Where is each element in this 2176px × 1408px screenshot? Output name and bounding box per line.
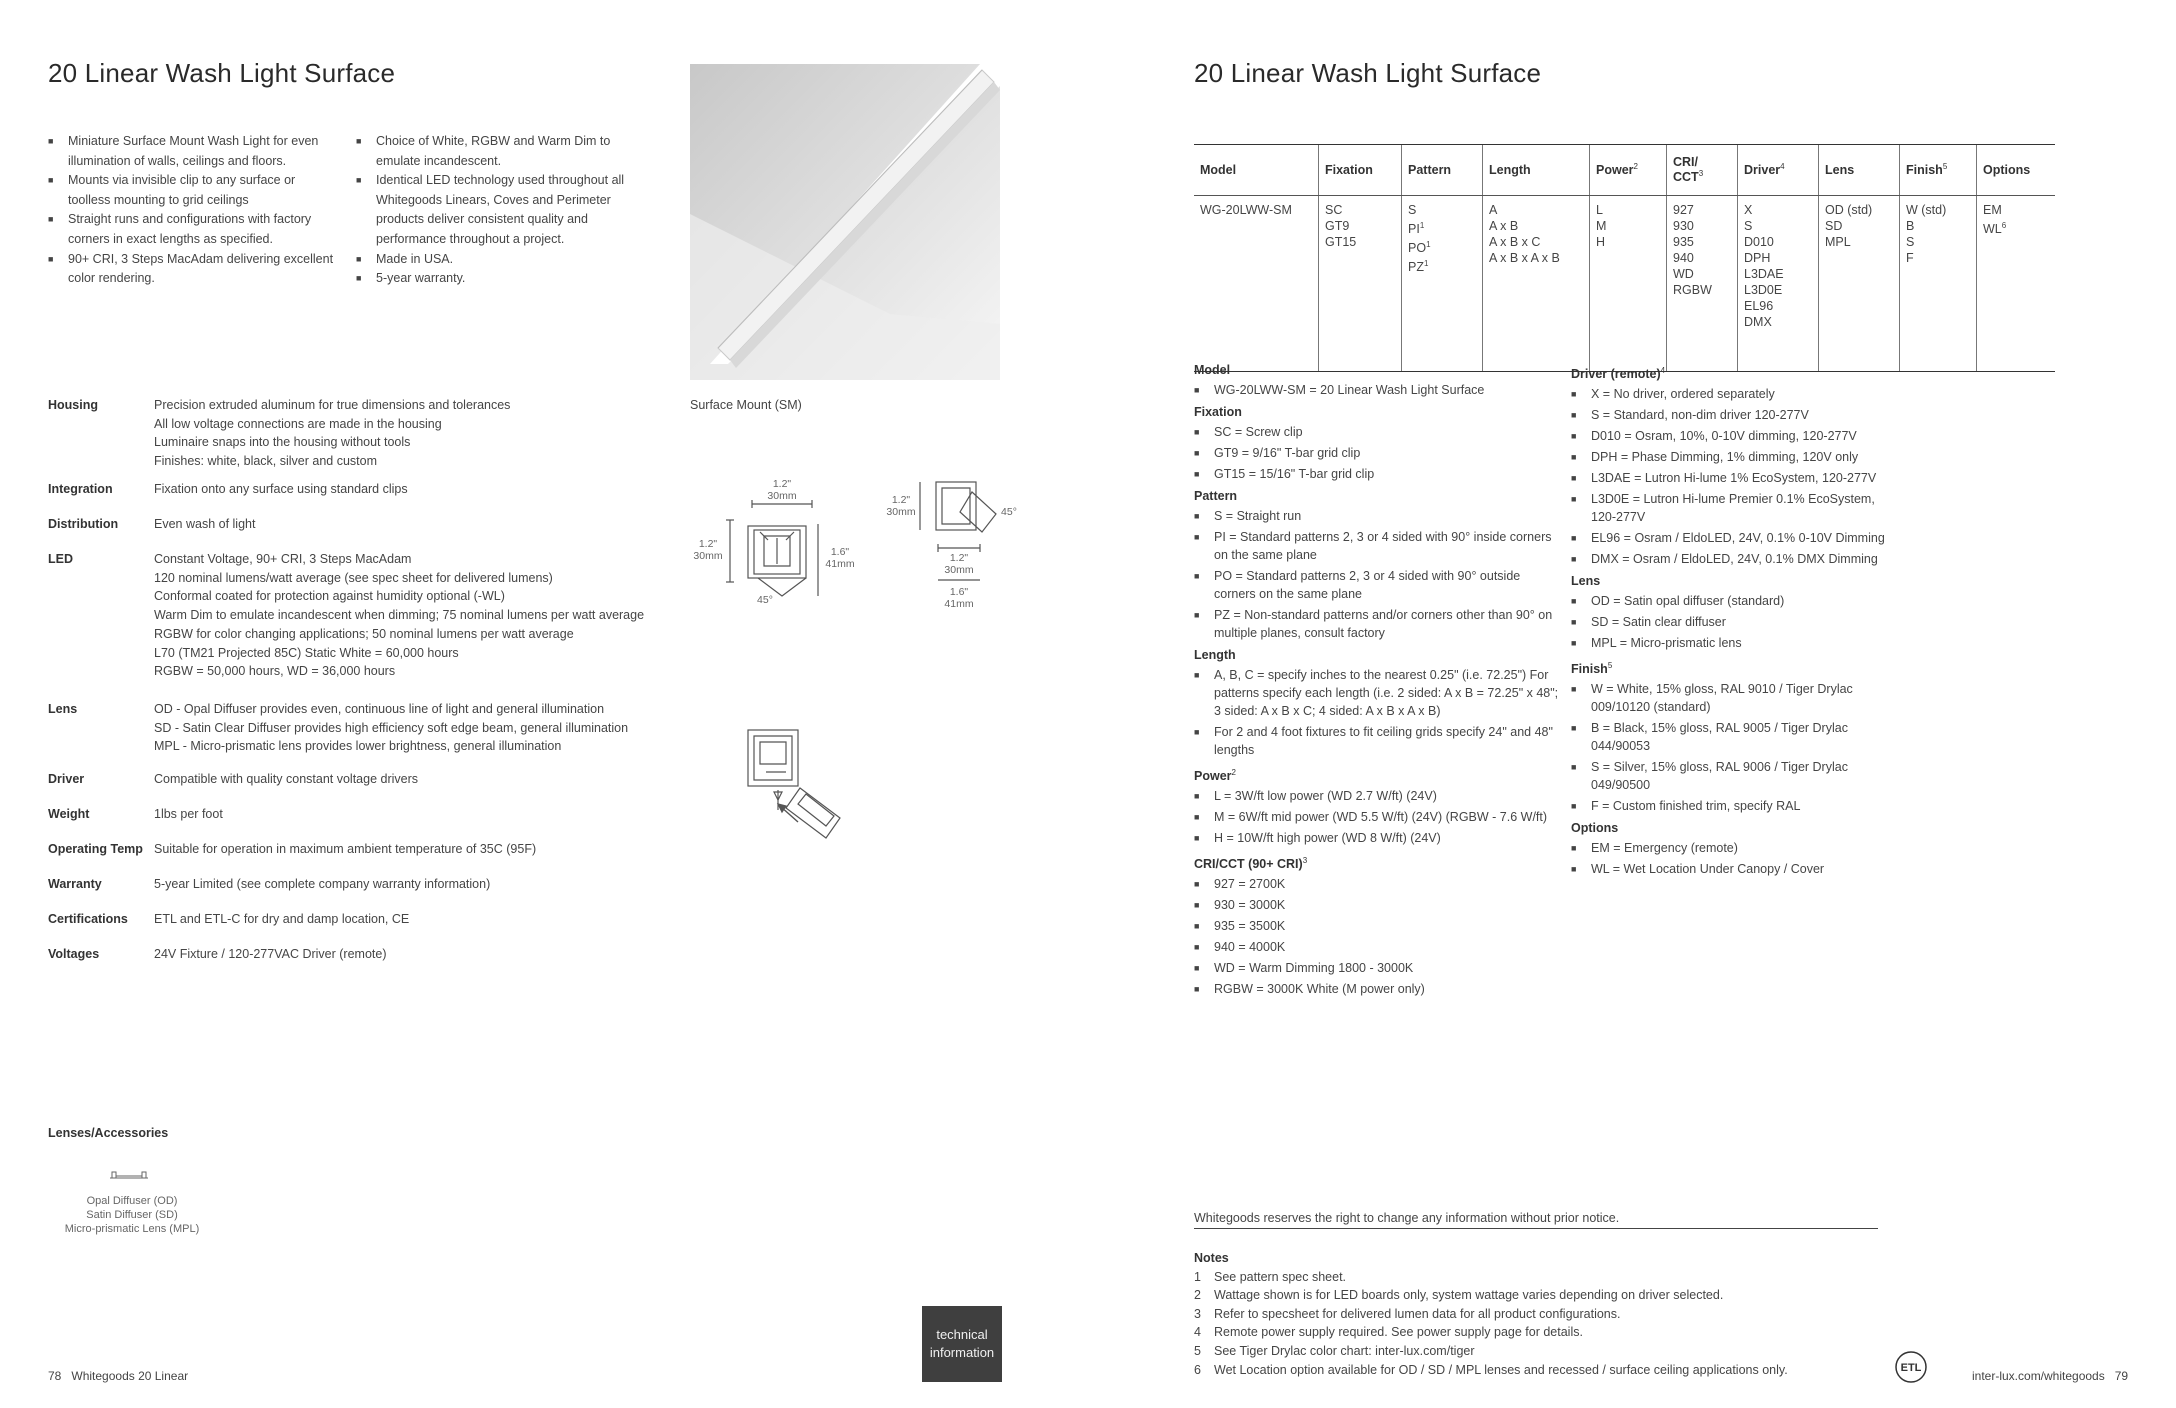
table-value-text: GT15 bbox=[1325, 235, 1357, 249]
table-value bbox=[1673, 266, 1731, 282]
table-value bbox=[1596, 202, 1660, 218]
right-page-number: 79 bbox=[2114, 1369, 2129, 1383]
table-value bbox=[1596, 234, 1660, 250]
table-cell bbox=[1900, 196, 1977, 372]
table-value bbox=[1906, 202, 1970, 218]
table-value bbox=[1744, 298, 1812, 314]
table-value bbox=[1408, 256, 1476, 275]
option-item: ■ S = Straight run bbox=[1194, 507, 1564, 525]
left-footer-text: Whitegoods 20 Linear bbox=[71, 1369, 189, 1383]
spec-line: MPL - Micro-prismatic lens provides lower brightness, general illumination bbox=[154, 739, 562, 754]
table-value-text: D010 bbox=[1744, 235, 1774, 249]
option-title-text: Fixation bbox=[1194, 405, 1242, 419]
note-item bbox=[1194, 1361, 1788, 1380]
model-table-wrap bbox=[1194, 144, 2055, 372]
feature-item: ■ Identical LED technology used throughout all Whitegoods Linears, Coves and Perimeter products deliver consistent quality and performance throughout a project. bbox=[356, 171, 646, 249]
table-value-text: GT9 bbox=[1325, 219, 1350, 233]
table-value-text: WG-20LWW-SM bbox=[1200, 203, 1292, 217]
table-header bbox=[1977, 145, 2056, 196]
left-footer bbox=[48, 1369, 188, 1383]
option-item: ■ 927 = 2700K bbox=[1194, 875, 1564, 893]
option-item: ■ W = White, 15% gloss, RAL 9010 / Tiger Drylac 009/10120 (standard) bbox=[1571, 680, 1901, 716]
note-number: 4 bbox=[1194, 1325, 1201, 1340]
table-header-label: Fixation bbox=[1325, 163, 1373, 177]
footnote-ref: 6 bbox=[2001, 221, 2007, 230]
table-value-text: EM bbox=[1983, 203, 2002, 217]
option-item: ■ L3DAE = Lutron Hi-lume 1% EcoSystem, 120-277V bbox=[1571, 469, 1901, 487]
right-page-title: 20 Linear Wash Light Surface bbox=[1194, 58, 1542, 88]
table-value-text: EL96 bbox=[1744, 299, 1774, 313]
table-value-text: F bbox=[1906, 251, 1914, 265]
option-item: ■ SD = Satin clear diffuser bbox=[1571, 613, 1901, 631]
table-value bbox=[1408, 218, 1476, 237]
table-value bbox=[1983, 218, 2049, 237]
spec-label: Voltages bbox=[48, 947, 100, 961]
option-list bbox=[1194, 875, 1564, 998]
table-value bbox=[1489, 202, 1583, 218]
table-value bbox=[1744, 282, 1812, 298]
option-item: ■ WL = Wet Location Under Canopy / Cover bbox=[1571, 860, 1901, 878]
product-photo bbox=[690, 64, 1000, 380]
table-value-text: PZ bbox=[1408, 260, 1424, 275]
table-value-text: L3D0E bbox=[1744, 283, 1783, 297]
dimension-drawings bbox=[680, 470, 1040, 850]
spec-line: Warm Dim to emulate incandescent when dimming; 75 nominal lumens per watt average bbox=[154, 608, 645, 623]
table-value bbox=[1906, 218, 1970, 234]
option-title-text: Driver (remote) bbox=[1571, 367, 1661, 382]
table-cell bbox=[1667, 196, 1738, 372]
table-value-text: OD (std) bbox=[1825, 203, 1873, 217]
spec-value bbox=[154, 945, 714, 964]
lens-icon bbox=[108, 1168, 150, 1182]
dim-width-label: 1.2" 30mm bbox=[767, 478, 797, 502]
options-right-column bbox=[1571, 360, 1901, 881]
option-item: ■ D010 = Osram, 10%, 0-10V dimming, 120-277V bbox=[1571, 427, 1901, 445]
table-header-label: Driver bbox=[1744, 163, 1781, 178]
note-text: Refer to specsheet for delivered lumen data for all product configurations. bbox=[1214, 1306, 1621, 1321]
table-cell bbox=[1590, 196, 1667, 372]
spec-line: 1lbs per foot bbox=[154, 807, 223, 821]
option-item: ■ 935 = 3500K bbox=[1194, 917, 1564, 935]
accessory-item: Satin Diffuser (SD) bbox=[86, 1209, 178, 1221]
svg-text:ETL: ETL bbox=[1900, 1362, 1922, 1374]
dim-width-label-3: 1.2" 30mm bbox=[944, 552, 974, 576]
profile-drawing bbox=[680, 470, 1040, 850]
spec-label: Lens bbox=[48, 702, 78, 716]
option-title-text: Model bbox=[1194, 363, 1231, 377]
option-title-text: Finish bbox=[1571, 662, 1608, 677]
table-header-label: Model bbox=[1200, 163, 1237, 177]
note-item bbox=[1194, 1286, 1788, 1305]
option-item: ■ S = Standard, non-dim driver 120-277V bbox=[1571, 406, 1901, 424]
spec-line: Fixation onto any surface using standard clips bbox=[154, 482, 408, 496]
note-text: Wattage shown is for LED boards only, system wattage varies depending on driver selected. bbox=[1214, 1288, 1724, 1303]
table-value-text: 930 bbox=[1673, 219, 1694, 233]
table-header bbox=[1590, 145, 1667, 196]
spec-line: Constant Voltage, 90+ CRI, 3 Steps MacAdam bbox=[154, 552, 412, 566]
note-number: 5 bbox=[1194, 1343, 1201, 1358]
spec-value bbox=[154, 700, 714, 756]
spec-label: Driver bbox=[48, 772, 85, 786]
spec-line: 24V Fixture / 120-277VAC Driver (remote) bbox=[154, 947, 387, 961]
option-section-title bbox=[1571, 818, 1901, 839]
option-section-title bbox=[1571, 655, 1901, 680]
table-value-text: S bbox=[1906, 235, 1915, 249]
note-item bbox=[1194, 1323, 1788, 1342]
table-value bbox=[1825, 202, 1893, 218]
option-item: ■ EM = Emergency (remote) bbox=[1571, 839, 1901, 857]
spec-line: Conformal coated for protection against humidity optional (-WL) bbox=[154, 589, 505, 604]
table-value-text: 935 bbox=[1673, 235, 1694, 249]
spec-value bbox=[154, 770, 714, 789]
table-value-text: A x B x A x B bbox=[1489, 251, 1560, 265]
option-section-title bbox=[1194, 486, 1564, 507]
tab-label-information: information bbox=[929, 1345, 995, 1360]
spec-label: Certifications bbox=[48, 912, 128, 926]
option-item: ■ DMX = Osram / EldoLED, 24V, 0.1% DMX Dimming bbox=[1571, 550, 1901, 568]
table-header bbox=[1483, 145, 1590, 196]
table-value-text: W (std) bbox=[1906, 203, 1947, 217]
spec-line: L70 (TM21 Projected 85C) Static White = 60,000 hours bbox=[154, 645, 459, 660]
option-item: ■ MPL = Micro-prismatic lens bbox=[1571, 634, 1901, 652]
option-item: ■ L = 3W/ft low power (WD 2.7 W/ft) (24V) bbox=[1194, 787, 1564, 805]
table-value-text: SD bbox=[1825, 219, 1843, 233]
table-header bbox=[1667, 145, 1738, 196]
table-header-label: CRI/ CCT bbox=[1673, 155, 1699, 185]
spec-line: 5-year Limited (see complete company warranty information) bbox=[154, 877, 491, 891]
dim-angle-label-2: 45° bbox=[1001, 506, 1017, 518]
footnote-ref: 4 bbox=[1660, 366, 1666, 375]
spec-line: All low voltage connections are made in the housing bbox=[154, 416, 442, 431]
note-text: Remote power supply required. See power supply page for details. bbox=[1214, 1325, 1583, 1340]
table-value-text: S bbox=[1408, 203, 1417, 217]
table-value bbox=[1983, 202, 2049, 218]
option-item: ■ GT9 = 9/16" T-bar grid clip bbox=[1194, 444, 1564, 462]
option-title-text: Pattern bbox=[1194, 489, 1238, 503]
option-item: ■ S = Silver, 15% gloss, RAL 9006 / Tiger Drylac 049/90500 bbox=[1571, 758, 1901, 794]
accessories-list bbox=[48, 1194, 216, 1236]
option-section-title bbox=[1194, 402, 1564, 423]
table-cell bbox=[1819, 196, 1900, 372]
table-value bbox=[1825, 218, 1893, 234]
option-item: ■ L3D0E = Lutron Hi-lume Premier 0.1% EcoSystem, 120-277V bbox=[1571, 490, 1901, 526]
feature-item: ■ Mounts via invisible clip to any surface or toolless mounting to grid ceilings bbox=[48, 171, 338, 210]
dim-height-label: 1.2" 30mm bbox=[693, 538, 723, 562]
table-value-text: SC bbox=[1325, 203, 1343, 217]
footnote-ref: 1 bbox=[1426, 240, 1431, 250]
right-footer bbox=[1972, 1369, 2128, 1383]
table-value bbox=[1489, 250, 1583, 266]
table-header-label: Power bbox=[1596, 163, 1634, 178]
spec-line: Finishes: white, black, silver and custom bbox=[154, 454, 378, 469]
option-list bbox=[1571, 592, 1901, 652]
table-value bbox=[1906, 250, 1970, 266]
feature-item: ■ Straight runs and configurations with factory corners in exact lengths as specified. bbox=[48, 210, 338, 249]
table-value-text: MPL bbox=[1825, 235, 1851, 249]
table-header-label: Lens bbox=[1825, 163, 1855, 177]
table-header bbox=[1402, 145, 1483, 196]
table-value bbox=[1325, 202, 1395, 218]
table-value bbox=[1325, 234, 1395, 250]
table-value bbox=[1673, 282, 1731, 298]
table-cell bbox=[1402, 196, 1483, 372]
notes bbox=[1194, 1249, 1788, 1379]
table-value bbox=[1596, 218, 1660, 234]
table-header bbox=[1194, 145, 1319, 196]
spec-line: Precision extruded aluminum for true dimensions and tolerances bbox=[154, 398, 511, 412]
spec-line: OD - Opal Diffuser provides even, continuous line of light and general illumination bbox=[154, 702, 605, 716]
option-item: ■ RGBW = 3000K White (M power only) bbox=[1194, 980, 1564, 998]
option-list bbox=[1194, 507, 1564, 642]
etl-certification-logo bbox=[1894, 1350, 1928, 1384]
option-item: ■ F = Custom finished trim, specify RAL bbox=[1571, 797, 1901, 815]
table-value-text: DPH bbox=[1744, 251, 1771, 265]
spec-value bbox=[154, 396, 714, 471]
footnote-ref: 5 bbox=[1607, 661, 1613, 671]
table-header-label: Options bbox=[1983, 163, 2031, 177]
spec-line: 120 nominal lumens/watt average (see spec sheet for delivered lumens) bbox=[154, 570, 553, 585]
feature-item: ■ Miniature Surface Mount Wash Light for even illumination of walls, ceilings and floors. bbox=[48, 132, 338, 171]
table-value-text: PI bbox=[1408, 222, 1420, 237]
option-list bbox=[1571, 385, 1901, 568]
table-cell bbox=[1738, 196, 1819, 372]
spec-line: RGBW = 50,000 hours, WD = 36,000 hours bbox=[154, 664, 396, 679]
table-value-text: M bbox=[1596, 219, 1607, 233]
spec-line: Luminaire snaps into the housing without tools bbox=[154, 435, 411, 450]
table-value bbox=[1744, 314, 1812, 330]
table-value-text: 927 bbox=[1673, 203, 1694, 217]
table-value-text: H bbox=[1596, 235, 1606, 249]
spec-line: Compatible with quality constant voltage drivers bbox=[154, 772, 419, 786]
table-value-text: A x B bbox=[1489, 219, 1519, 233]
option-item: ■ OD = Satin opal diffuser (standard) bbox=[1571, 592, 1901, 610]
table-value-text: B bbox=[1906, 219, 1915, 233]
table-header-label: Pattern bbox=[1408, 163, 1452, 177]
note-text: See Tiger Drylac color chart: inter-lux.com/tiger bbox=[1214, 1343, 1475, 1358]
table-value-text: WD bbox=[1673, 267, 1694, 281]
option-item: ■ WD = Warm Dimming 1800 - 3000K bbox=[1194, 959, 1564, 977]
option-item: ■ For 2 and 4 foot fixtures to fit ceiling grids specify 24" and 48" lengths bbox=[1194, 723, 1564, 759]
spec-label: LED bbox=[48, 552, 73, 566]
table-value bbox=[1489, 234, 1583, 250]
option-item: ■ X = No driver, ordered separately bbox=[1571, 385, 1901, 403]
option-title-text: Power bbox=[1194, 769, 1232, 784]
table-value-text: S bbox=[1744, 219, 1753, 233]
footnote-ref: 3 bbox=[1302, 856, 1308, 866]
option-section-title bbox=[1194, 360, 1564, 381]
spec-value bbox=[154, 515, 714, 534]
feature-item: ■ Choice of White, RGBW and Warm Dim to emulate incandescent. bbox=[356, 132, 646, 171]
table-value-text: 940 bbox=[1673, 251, 1694, 265]
table-value bbox=[1744, 202, 1812, 218]
table-value bbox=[1744, 218, 1812, 234]
option-item: ■ PZ = Non-standard patterns and/or corners other than 90° on multiple planes, consult factory bbox=[1194, 606, 1564, 642]
option-list bbox=[1194, 787, 1564, 847]
option-list bbox=[1194, 423, 1564, 483]
option-section-title bbox=[1194, 645, 1564, 666]
table-cell bbox=[1483, 196, 1590, 372]
note-item bbox=[1194, 1268, 1788, 1287]
option-section-title bbox=[1571, 360, 1901, 385]
option-section-title bbox=[1194, 762, 1564, 787]
tab-label-technical: technical bbox=[936, 1327, 988, 1342]
option-item: ■ 940 = 4000K bbox=[1194, 938, 1564, 956]
note-number: 3 bbox=[1194, 1306, 1201, 1321]
table-value bbox=[1408, 202, 1476, 218]
spec-value bbox=[154, 550, 714, 681]
spec-label: Distribution bbox=[48, 517, 119, 531]
option-section-title bbox=[1194, 850, 1564, 875]
table-cell bbox=[1194, 196, 1319, 372]
table-value bbox=[1744, 250, 1812, 266]
option-title-text: Lens bbox=[1571, 574, 1601, 589]
footnote-ref: 2 bbox=[1231, 768, 1236, 777]
spec-value bbox=[154, 910, 714, 929]
section-tab[interactable] bbox=[922, 1306, 1002, 1382]
note-text: Wet Location option available for OD / SD / MPL lenses and recessed / surface ceiling applications only. bbox=[1214, 1362, 1788, 1377]
feature-item: ■ 90+ CRI, 3 Steps MacAdam delivering excellent color rendering. bbox=[48, 250, 338, 289]
footnote-ref: 3 bbox=[1698, 169, 1704, 179]
spec-label: Warranty bbox=[48, 877, 102, 891]
accessory-item: Micro-prismatic Lens (MPL) bbox=[64, 1223, 200, 1235]
spec-line: SD - Satin Clear Diffuser provides high efficiency soft edge beam, general illumination bbox=[154, 720, 629, 735]
accessory-item: Opal Diffuser (OD) bbox=[86, 1195, 178, 1207]
table-value bbox=[1744, 266, 1812, 282]
table-header bbox=[1319, 145, 1402, 196]
feature-item: ■ Made in USA. bbox=[356, 250, 646, 270]
table-value bbox=[1673, 250, 1731, 266]
option-item: ■ PI = Standard patterns 2, 3 or 4 sided with 90° inside corners on the same plane bbox=[1194, 528, 1564, 564]
table-cell bbox=[1319, 196, 1402, 372]
table-header bbox=[1738, 145, 1819, 196]
footnote-ref: 2 bbox=[1633, 162, 1638, 172]
option-item: ■ GT15 = 15/16" T-bar grid clip bbox=[1194, 465, 1564, 483]
option-list bbox=[1194, 381, 1564, 399]
note-number: 2 bbox=[1194, 1288, 1201, 1303]
option-item: ■ PO = Standard patterns 2, 3 or 4 sided with 90° outside corners on the same plane bbox=[1194, 567, 1564, 603]
spec-line: Suitable for operation in maximum ambient temperature of 35C (95F) bbox=[154, 842, 537, 856]
table-header-label: Finish bbox=[1906, 163, 1943, 178]
table-value bbox=[1489, 218, 1583, 234]
table-value bbox=[1673, 202, 1731, 218]
table-value-text: X bbox=[1744, 203, 1753, 217]
table-header-label: Length bbox=[1489, 163, 1531, 177]
spec-value bbox=[154, 480, 714, 499]
note-item bbox=[1194, 1342, 1788, 1361]
spec-label: Housing bbox=[48, 398, 98, 412]
spec-label: Operating Temp bbox=[48, 842, 143, 856]
spec-line: ETL and ETL-C for dry and damp location, CE bbox=[154, 912, 410, 926]
left-page-number: 78 bbox=[48, 1369, 62, 1383]
spec-value bbox=[154, 840, 714, 859]
option-item: ■ A, B, C = specify inches to the nearest 0.25" (i.e. 72.25") For patterns specify each length (i.e. 2 sided: A x B = 72.25" x 48"; 3 sided: A x B x C; 4 sided: A x B x A x B) bbox=[1194, 666, 1564, 720]
option-section-title bbox=[1571, 571, 1901, 592]
option-item: ■ DPH = Phase Dimming, 1% dimming, 120V only bbox=[1571, 448, 1901, 466]
option-item: ■ WG-20LWW-SM = 20 Linear Wash Light Surface bbox=[1194, 381, 1564, 399]
features-list-1 bbox=[48, 132, 338, 289]
spec-value bbox=[154, 805, 714, 824]
table-value-text: DMX bbox=[1744, 315, 1772, 329]
option-title-text: CRI/CCT (90+ CRI) bbox=[1194, 857, 1303, 872]
footnote-ref: 1 bbox=[1419, 221, 1425, 230]
model-table bbox=[1194, 144, 2055, 372]
option-list bbox=[1194, 666, 1564, 759]
disclaimer: Whitegoods reserves the right to change any information without prior notice. bbox=[1194, 1211, 1878, 1229]
spec-line: Even wash of light bbox=[154, 517, 256, 531]
left-page-title: 20 Linear Wash Light Surface bbox=[48, 58, 396, 88]
photo-caption: Surface Mount (SM) bbox=[690, 398, 802, 412]
table-value-text: WL bbox=[1983, 222, 2002, 237]
table-header bbox=[1900, 145, 1977, 196]
note-text: See pattern spec sheet. bbox=[1214, 1269, 1347, 1284]
accessories-title: Lenses/Accessories bbox=[48, 1126, 169, 1140]
table-value bbox=[1825, 234, 1893, 250]
footnote-ref: 4 bbox=[1780, 162, 1785, 172]
table-value-text: L3DAE bbox=[1744, 267, 1784, 281]
spec-line: RGBW for color changing applications; 50 nominal lumens per watt average bbox=[154, 626, 574, 641]
table-value bbox=[1673, 234, 1731, 250]
option-item: ■ B = Black, 15% gloss, RAL 9005 / Tiger Drylac 044/90053 bbox=[1571, 719, 1901, 755]
table-value bbox=[1673, 218, 1731, 234]
table-value bbox=[1200, 202, 1312, 218]
footnote-ref: 1 bbox=[1423, 259, 1429, 269]
dim-width-label-2: 1.2" 30mm bbox=[886, 494, 916, 518]
spec-label: Weight bbox=[48, 807, 90, 821]
option-item: ■ EL96 = Osram / EldoLED, 24V, 0.1% 0-10V Dimming bbox=[1571, 529, 1901, 547]
table-value-text: PO bbox=[1408, 241, 1427, 256]
option-title-text: Length bbox=[1194, 648, 1236, 662]
dim-depth-label: 1.6" 41mm bbox=[825, 546, 855, 570]
table-header bbox=[1819, 145, 1900, 196]
option-list bbox=[1571, 839, 1901, 878]
option-item: ■ SC = Screw clip bbox=[1194, 423, 1564, 441]
table-value-text: A bbox=[1489, 203, 1498, 217]
table-value bbox=[1744, 234, 1812, 250]
table-value-text: RGBW bbox=[1673, 283, 1712, 297]
table-cell bbox=[1977, 196, 2056, 372]
spec-label: Integration bbox=[48, 482, 113, 496]
table-value-text: A x B x C bbox=[1489, 235, 1541, 249]
footnote-ref: 5 bbox=[1942, 162, 1948, 172]
option-item: ■ 930 = 3000K bbox=[1194, 896, 1564, 914]
dim-angle-label: 45° bbox=[757, 594, 773, 606]
note-number: 6 bbox=[1194, 1362, 1201, 1377]
dim-depth-label-3: 1.6" 41mm bbox=[944, 586, 974, 610]
features-list-2 bbox=[356, 132, 646, 289]
right-footer-text: inter-lux.com/whitegoods bbox=[1972, 1369, 2105, 1383]
option-list bbox=[1571, 680, 1901, 815]
option-item: ■ H = 10W/ft high power (WD 8 W/ft) (24V) bbox=[1194, 829, 1564, 847]
feature-item: ■ 5-year warranty. bbox=[356, 269, 646, 289]
notes-title: Notes bbox=[1194, 1251, 1229, 1265]
table-value bbox=[1408, 237, 1476, 256]
option-item: ■ M = 6W/ft mid power (WD 5.5 W/ft) (24V) (RGBW - 7.6 W/ft) bbox=[1194, 808, 1564, 826]
table-value-text: L bbox=[1596, 203, 1603, 217]
note-number: 1 bbox=[1194, 1269, 1201, 1284]
options-left-column bbox=[1194, 360, 1564, 1001]
table-value bbox=[1325, 218, 1395, 234]
note-item bbox=[1194, 1305, 1788, 1324]
spec-value bbox=[154, 875, 714, 894]
option-title-text: Options bbox=[1571, 821, 1619, 836]
table-value bbox=[1906, 234, 1970, 250]
